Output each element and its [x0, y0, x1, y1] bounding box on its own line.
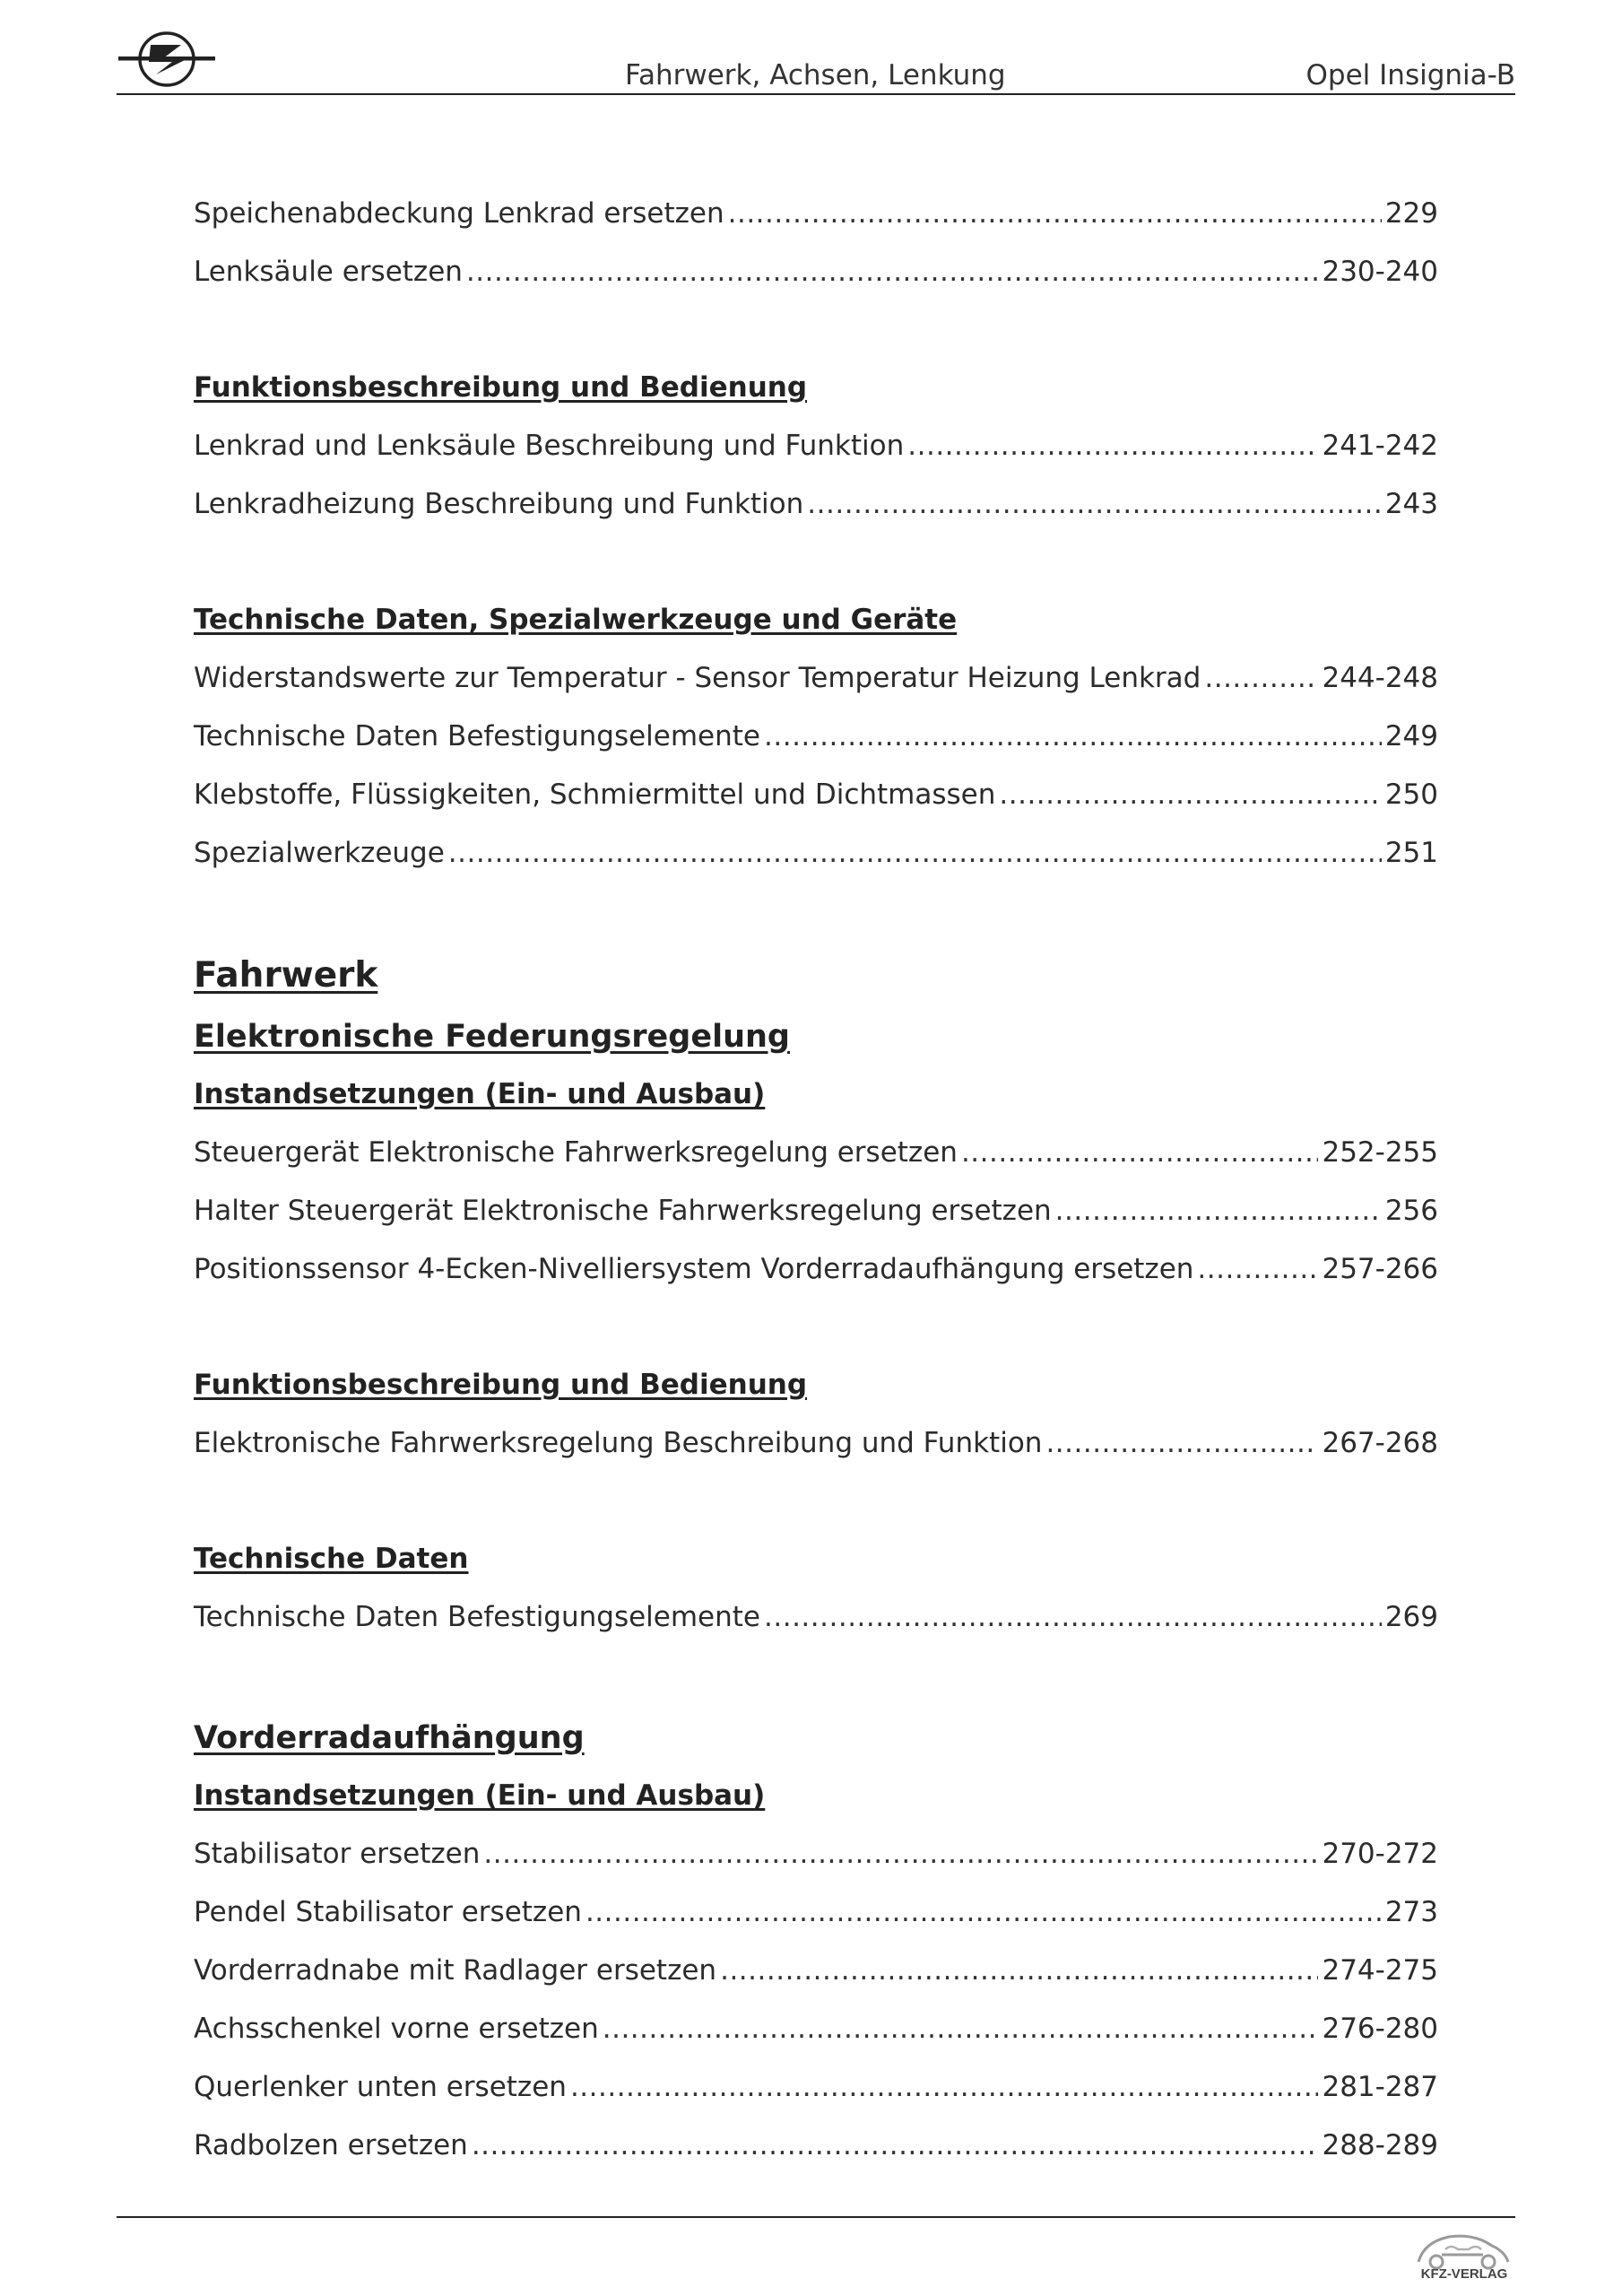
- toc-entry-page: 281-287: [1322, 2071, 1438, 2103]
- toc-entry-page: 241-242: [1322, 430, 1438, 462]
- toc-entry-text: Lenkrad und Lenksäule Beschreibung und Funktion: [194, 430, 905, 462]
- toc-entry[interactable]: [194, 1244, 1438, 1302]
- toc-entry[interactable]: [194, 1127, 1438, 1186]
- toc-entry[interactable]: [194, 1592, 1438, 1650]
- toc-entry-page: 256: [1384, 1195, 1438, 1227]
- table-of-contents: [194, 188, 1438, 2179]
- toc-entry-text: Klebstoffe, Flüssigkeiten, Schmiermittel und Dichtmassen: [194, 778, 996, 811]
- footer-brand: KFZ-VERLAG: [1420, 2266, 1508, 2282]
- toc-entry[interactable]: [194, 247, 1438, 305]
- toc-entry[interactable]: [194, 770, 1438, 828]
- toc-entry[interactable]: [194, 653, 1438, 711]
- toc-entry-page: 252-255: [1322, 1136, 1438, 1169]
- toc-entry-text: Spezialwerkzeuge: [194, 837, 445, 869]
- toc-entry-page: 288-289: [1322, 2129, 1438, 2161]
- toc-entry-text: Radbolzen ersetzen: [194, 2129, 468, 2161]
- toc-entry-text: Lenksäule ersetzen: [194, 256, 463, 288]
- topic-heading: Elektronische Federungsregelung: [194, 1019, 790, 1055]
- toc-entry-page: 273: [1384, 1896, 1438, 1928]
- toc-entry[interactable]: [194, 421, 1438, 479]
- toc-entry-page: 230-240: [1322, 256, 1438, 288]
- toc-entry-text: Speichenabdeckung Lenkrad ersetzen: [194, 197, 724, 230]
- toc-leader-dots: [603, 2004, 1319, 2054]
- toc-entry-text: Pendel Stabilisator ersetzen: [194, 1896, 582, 1928]
- toc-entry-text: Technische Daten Befestigungselemente: [194, 1601, 761, 1633]
- toc-entry[interactable]: [194, 1418, 1438, 1476]
- opel-logo-icon: [117, 25, 217, 93]
- toc-entry-text: Positionssensor 4-Ecken-Nivelliersystem Vorderradaufhängung ersetzen: [194, 1253, 1194, 1285]
- toc-leader-dots: [1204, 653, 1318, 703]
- toc-entry-page: 251: [1384, 837, 1438, 869]
- header-title: Fahrwerk, Achsen, Lenkung: [625, 59, 1006, 91]
- header-divider: [117, 93, 1515, 95]
- toc-entry[interactable]: [194, 2004, 1438, 2062]
- section-heading: Technische Daten: [194, 1543, 469, 1575]
- toc-entry-text: Halter Steuergerät Elektronische Fahrwerksregelung ersetzen: [194, 1195, 1052, 1227]
- toc-entry[interactable]: [194, 1887, 1438, 1945]
- toc-entry-page: 274-275: [1322, 1954, 1438, 1987]
- toc-leader-dots: [764, 711, 1382, 761]
- toc-entry[interactable]: [194, 2120, 1438, 2179]
- toc-leader-dots: [472, 2120, 1319, 2170]
- toc-entry[interactable]: [194, 188, 1438, 247]
- toc-leader-dots: [1045, 1418, 1318, 1468]
- toc-entry-page: 257-266: [1322, 1253, 1438, 1285]
- toc-leader-dots: [570, 2062, 1319, 2112]
- toc-entry-text: Widerstandswerte zur Temperatur - Sensor Temperatur Heizung Lenkrad: [194, 662, 1201, 694]
- toc-entry-text: Elektronische Fahrwerksregelung Beschreibung und Funktion: [194, 1427, 1043, 1459]
- section-heading: Funktionsbeschreibung und Bedienung: [194, 371, 808, 404]
- toc-entry[interactable]: [194, 1945, 1438, 2004]
- toc-entry-page: 276-280: [1322, 2013, 1438, 2045]
- toc-leader-dots: [999, 770, 1381, 820]
- toc-entry[interactable]: [194, 1186, 1438, 1244]
- toc-entry[interactable]: [194, 2062, 1438, 2120]
- toc-entry-page: 244-248: [1322, 662, 1438, 694]
- chapter-heading: Fahrwerk: [194, 955, 378, 996]
- toc-entry[interactable]: [194, 479, 1438, 537]
- toc-entry-page: 269: [1384, 1601, 1438, 1633]
- toc-entry-page: 250: [1384, 778, 1438, 811]
- toc-entry-page: 270-272: [1322, 1838, 1438, 1870]
- header-model: Opel Insignia-B: [1305, 59, 1515, 91]
- toc-entry-text: Stabilisator ersetzen: [194, 1838, 481, 1870]
- toc-leader-dots: [466, 247, 1319, 297]
- toc-entry-text: Steuergerät Elektronische Fahrwerksregelung ersetzen: [194, 1136, 958, 1169]
- toc-leader-dots: [907, 421, 1318, 471]
- toc-entry-text: Technische Daten Befestigungselemente: [194, 720, 761, 752]
- toc-leader-dots: [764, 1592, 1382, 1642]
- toc-entry-page: 249: [1384, 720, 1438, 752]
- toc-leader-dots: [585, 1887, 1382, 1937]
- toc-leader-dots: [961, 1127, 1319, 1178]
- toc-leader-dots: [728, 188, 1382, 239]
- section-heading: Instandsetzungen (Ein- und Ausbau): [194, 1078, 766, 1110]
- toc-leader-dots: [448, 828, 1382, 878]
- toc-entry-page: 267-268: [1322, 1427, 1438, 1459]
- toc-entry[interactable]: [194, 1829, 1438, 1887]
- toc-entry-text: Achsschenkel vorne ersetzen: [194, 2013, 599, 2045]
- section-heading: Funktionsbeschreibung und Bedienung: [194, 1369, 808, 1401]
- toc-leader-dots: [720, 1945, 1318, 1996]
- toc-leader-dots: [1197, 1244, 1318, 1294]
- footer-divider: [117, 2216, 1515, 2218]
- toc-entry[interactable]: [194, 828, 1438, 886]
- toc-entry[interactable]: [194, 711, 1438, 770]
- toc-entry-page: 243: [1384, 488, 1438, 520]
- page-header: [117, 25, 1515, 97]
- toc-entry-text: Vorderradnabe mit Radlager ersetzen: [194, 1954, 717, 1987]
- toc-leader-dots: [483, 1829, 1318, 1879]
- toc-entry-text: Querlenker unten ersetzen: [194, 2071, 567, 2103]
- section-heading: Instandsetzungen (Ein- und Ausbau): [194, 1779, 766, 1812]
- toc-entry-text: Lenkradheizung Beschreibung und Funktion: [194, 488, 804, 520]
- toc-entry-page: 229: [1384, 197, 1438, 230]
- topic-heading: Vorderradaufhängung: [194, 1720, 585, 1756]
- toc-leader-dots: [807, 479, 1382, 529]
- toc-leader-dots: [1055, 1186, 1382, 1236]
- section-heading: Technische Daten, Spezialwerkzeuge und Geräte: [194, 604, 958, 636]
